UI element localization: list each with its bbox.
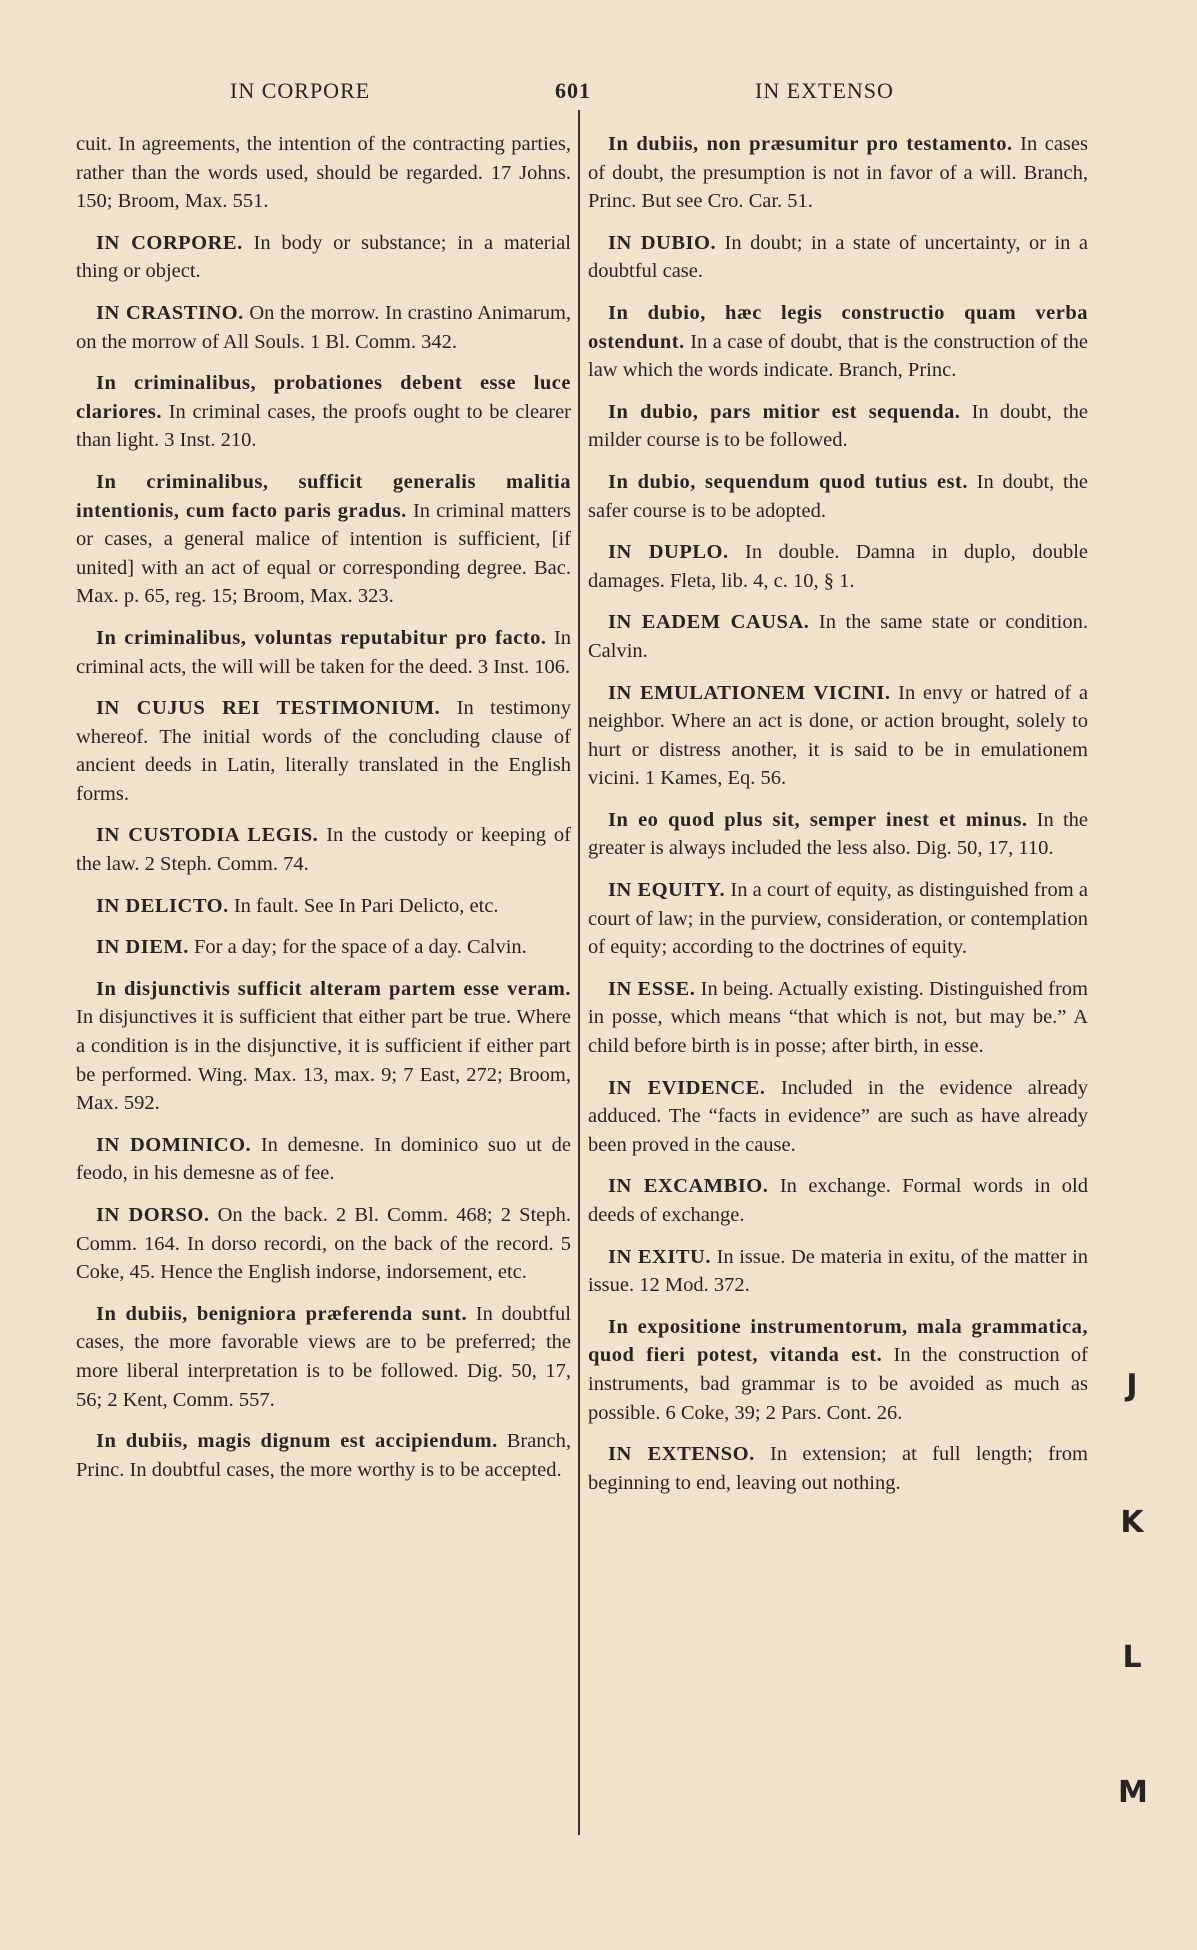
entry-headword: In eo quod plus sit, semper inest et minus. [608, 808, 1028, 831]
entry-headword: In dubiis, benigniora præferenda sunt. [96, 1302, 468, 1325]
dictionary-entry [588, 1440, 1088, 1497]
dictionary-entry [588, 398, 1088, 455]
entry-body: In disjunctives it is sufficient that either part be true. Where a condition is in the disjunctive, it is sufficient if either part be performed. Wing. Max. 13, max. 9; 7 East, 272; Broom, Max. 592. [76, 1006, 571, 1115]
entry-body: In issue. De materia in exitu, of the matter in issue. 12 Mod. 372. [588, 1245, 1089, 1297]
dictionary-entry [76, 130, 571, 216]
dictionary-entry [76, 299, 571, 356]
dictionary-entry [588, 299, 1088, 385]
dictionary-entry [76, 821, 571, 878]
dictionary-entry [76, 369, 571, 455]
dictionary-entry [588, 538, 1088, 595]
entry-body: In the same state or condition. Calvin. [588, 611, 1088, 662]
dictionary-entry [76, 1427, 571, 1484]
dictionary-entry [76, 468, 571, 611]
entry-headword: In dubiis, non præsumitur pro testamento. [608, 133, 1013, 155]
entry-headword: In dubio, sequendum quod tutius est. [608, 470, 968, 493]
thumb-index-tab-l: L [1122, 1640, 1142, 1675]
dictionary-entry [76, 694, 571, 808]
entry-headword: In criminalibus, sufficit generalis malitia intentionis, cum facto paris gradus. [76, 470, 571, 522]
dictionary-entry [588, 806, 1088, 863]
entry-body: In doubt, the milder course is to be followed. [588, 400, 1088, 452]
column-divider [578, 110, 580, 1835]
entry-headword: IN DORSO. [96, 1204, 210, 1226]
entry-headword: IN CRASTINO. [96, 301, 244, 324]
entry-body: In extension; at full length; from beginning to end, leaving out nothing. [588, 1443, 1089, 1494]
entry-body: In testimony whereof. The initial words of the concluding clause of ancient deeds in Latin, literally translated in the English forms. [76, 697, 571, 805]
entry-body: On the back. 2 Bl. Comm. 468; 2 Steph. Comm. 164. In dorso recordi, on the back of the record. 5 Coke, 45. Hence the English indorse, indorsement, etc. [76, 1204, 571, 1284]
dictionary-entry [76, 1131, 571, 1188]
entry-headword: IN ESSE. [608, 977, 696, 1000]
entry-headword: In criminalibus, voluntas reputabitur pro facto. [96, 626, 547, 649]
entry-headword: IN CUSTODIA LEGIS. [96, 824, 319, 847]
entry-headword: In dubio, hæc legis constructio quam verba ostendunt. [588, 301, 1088, 353]
dictionary-entry [76, 229, 571, 286]
page-number: 601 [555, 78, 591, 103]
entry-body: In criminal cases, the proofs ought to be clearer than light. 3 Inst. 210. [76, 400, 571, 452]
dictionary-entry [588, 975, 1088, 1061]
entry-body: In being. Actually existing. Distinguished from in posse, which means “that which is not, but may be.” A child before birth is in posse; after birth, in esse. [588, 977, 1089, 1058]
dictionary-entry [588, 1074, 1088, 1160]
entry-headword: IN DUPLO. [608, 541, 729, 564]
right-column [588, 130, 1088, 1510]
dictionary-entry [588, 229, 1088, 286]
entry-body: In criminal acts, the will will be taken for the deed. 3 Inst. 106. [76, 626, 572, 678]
dictionary-entry [76, 1300, 571, 1414]
dictionary-entry [588, 468, 1088, 525]
entry-headword: IN EXITU. [608, 1245, 711, 1268]
entry-body: In criminal matters or cases, a general malice of intention is sufficient, [if united] with an act of equal or corresponding degree. Bac. Max. p. 65, reg. 15; Broom, Max. 323. [76, 499, 572, 608]
running-header [70, 78, 930, 108]
entry-headword: In expositione instrumentorum, mala grammatica, quod fieri potest, vitanda est. [588, 1315, 1088, 1367]
entry-headword: IN DIEM. [96, 936, 189, 959]
entry-body: In doubtful cases, the more favorable views are to be preferred; the more liberal interpretation is to be followed. Dig. 50, 17, 56; 2 Kent, Comm. 557. [76, 1302, 572, 1411]
dictionary-entry [76, 1201, 571, 1287]
dictionary-entry [76, 892, 571, 921]
entry-body: In exchange. Formal words in old deeds of exchange. [588, 1175, 1088, 1226]
entry-headword: IN EMULATIONEM VICINI. [608, 681, 891, 704]
entry-body: cuit. In agreements, the intention of the contracting parties, rather than the words used, should be regarded. 17 Johns. 150; Broom, Max. 551. [76, 133, 571, 213]
entry-body: Included in the evidence already adduced. The “facts in evidence” are such as have already been proved in the cause. [588, 1076, 1089, 1156]
header-right-guideword: IN EXTENSO [755, 78, 894, 103]
entry-headword: IN EADEM CAUSA. [608, 611, 810, 634]
entry-headword: IN EXTENSO. [608, 1443, 755, 1466]
entry-body: In the construction of instruments, bad grammar is to be avoided as much as possible. 6 Coke, 39; 2 Pars. Cont. 26. [588, 1344, 1088, 1424]
entry-body: In fault. See In Pari Delicto, etc. [233, 894, 499, 917]
header-left-guideword: IN CORPORE [230, 78, 371, 103]
entry-body: In body or substance; in a material thing or object. [76, 231, 571, 283]
entry-headword: In disjunctivis sufficit alteram partem esse veram. [96, 977, 571, 1000]
entry-body: In a case of doubt, that is the construction of the law which the words indicate. Branch, Princ. [588, 330, 1089, 382]
left-column [76, 130, 571, 1497]
entry-body: In envy or hatred of a neighbor. Where an act is done, or action brought, solely to hurt or distress another, it is said to be in emulationem vicini. 1 Kames, Eq. 56. [588, 681, 1088, 790]
entry-headword: In dubio, pars mitior est sequenda. [608, 400, 961, 423]
entry-headword: In criminalibus, probationes debent esse luce clariores. [76, 372, 571, 423]
thumb-index-tab-m: M [1118, 1775, 1148, 1810]
dictionary-entry [588, 1172, 1088, 1229]
dictionary-entry [76, 933, 571, 962]
entry-body: In doubt, the safer course is to be adopted. [588, 470, 1088, 522]
entry-headword: In dubiis, magis dignum est accipiendum. [96, 1430, 498, 1453]
entry-headword: IN DELICTO. [96, 894, 229, 917]
entry-body: In the greater is always included the less also. Dig. 50, 17, 110. [588, 808, 1089, 860]
entry-headword: IN DUBIO. [608, 231, 717, 254]
dictionary-entry [588, 1313, 1088, 1427]
entry-body: In double. Damna in duplo, double damages. Fleta, lib. 4, c. 10, § 1. [588, 541, 1088, 592]
entry-body: Branch, Princ. In doubtful cases, the more worthy is to be accepted. [76, 1430, 572, 1481]
dictionary-entry [76, 624, 571, 681]
entry-headword: IN DOMINICO. [96, 1133, 252, 1156]
thumb-index-tab-j: J [1126, 1368, 1138, 1403]
entry-headword: IN CORPORE. [96, 231, 243, 254]
dictionary-entry [588, 608, 1088, 665]
entry-headword: IN EXCAMBIO. [608, 1175, 769, 1198]
entry-body: On the morrow. In crastino Animarum, on the morrow of All Souls. 1 Bl. Comm. 342. [76, 301, 572, 353]
entry-headword: IN EQUITY. [608, 879, 726, 902]
entry-body: In a court of equity, as distinguished from a court of law; in the purview, consideration, or contemplation of equity; according to the doctrines of equity. [588, 879, 1088, 959]
entry-body: In the custody or keeping of the law. 2 Steph. Comm. 74. [76, 824, 571, 876]
entry-body: In cases of doubt, the presumption is not in favor of a will. Branch, Princ. But see Cro. Car. 51. [588, 133, 1088, 213]
entry-body: In demesne. In dominico suo ut de feodo, in his demesne as of fee. [76, 1133, 571, 1185]
dictionary-entry [76, 975, 571, 1118]
thumb-index-tab-k: K [1120, 1505, 1144, 1540]
entry-body: In doubt; in a state of uncertainty, or in a doubtful case. [588, 231, 1088, 283]
entry-headword: IN CUJUS REI TESTIMONIUM. [96, 697, 441, 720]
entry-body: For a day; for the space of a day. Calvin. [193, 936, 527, 959]
dictionary-entry [588, 679, 1088, 793]
dictionary-entry [588, 876, 1088, 962]
dictionary-entry [588, 1243, 1088, 1300]
dictionary-entry [588, 130, 1088, 216]
entry-headword: IN EVIDENCE. [608, 1076, 766, 1099]
